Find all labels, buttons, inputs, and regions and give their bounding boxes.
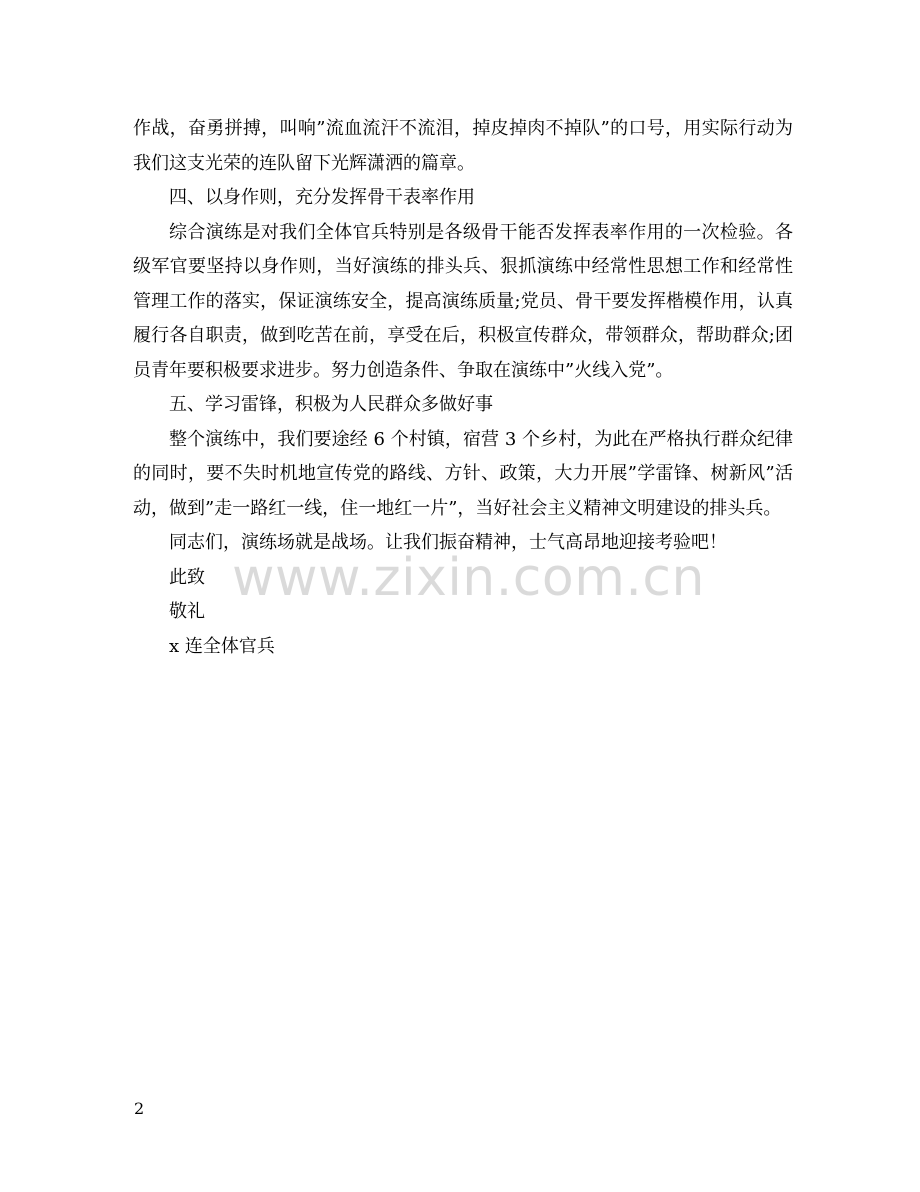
paragraph-section-4: 综合演练是对我们全体官兵特别是各级骨干能否发挥表率作用的一次检验。各级军官要坚持以身作则，当好演练的排头兵、狠抓演练中经常性思想工作和经常性管理工作的落实，保证演练安全，提高演练质量;党员、骨干要发挥楷模作用，认真履行各自职责，做到吃苦在前，享受在后，积极宣传群众，带领群众，帮助群众;团员青年要积极要求进步。努力创造条件、争取在演练中”火线入党”。	[133, 221, 793, 381]
salutation-jingli: 敬礼	[169, 601, 205, 622]
closing-appeal: 同志们，演练场就是战场。让我们振奋精神，士气高昂地迎接考验吧！	[169, 532, 727, 553]
section-heading-5: 五、学习雷锋，积极为人民群众多做好事	[169, 394, 493, 415]
watermark: www.zixin.com.cn	[232, 548, 705, 608]
salutation-cizhi: 此致	[169, 566, 205, 588]
signature: x 连全体官兵	[169, 635, 275, 657]
paragraph-section-5: 整个演练中，我们要途经 6 个村镇，宿营 3 个乡村，为此在严格执行群众纪律的同时，要不失时机地宣传党的路线、方针、政策，大力开展”学雷锋、树新风”活动，做到”走一路红一线，住一地红一片”，当好社会主义精神文明建设的排头兵。	[133, 428, 793, 519]
page-number: 2	[134, 1099, 145, 1118]
section-heading-4: 四、以身作则，充分发挥骨干表率作用	[169, 187, 475, 208]
paragraph-continuation: 作战，奋勇拼搏，叫响”流血流汗不流泪，掉皮掉肉不掉队”的口号，用实际行动为我们这支光荣的连队留下光辉潇洒的篇章。	[133, 118, 793, 174]
